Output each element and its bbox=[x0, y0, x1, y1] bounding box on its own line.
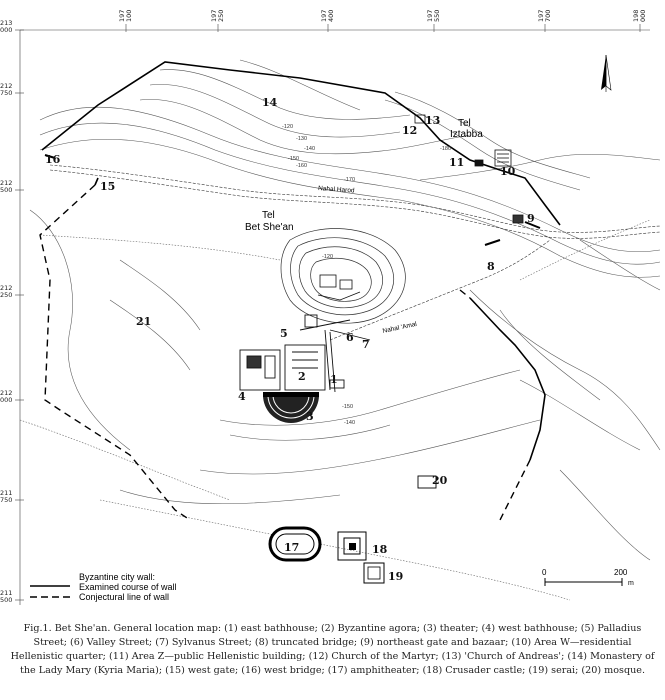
contour-label: -160 bbox=[296, 163, 308, 169]
tel-bet-shean-label-1: Tel bbox=[262, 210, 275, 221]
site-number-11: 11 bbox=[449, 156, 465, 169]
site-number-10: 10 bbox=[500, 165, 516, 178]
contour-label: -140 bbox=[304, 146, 316, 152]
coord-top-1: 197100 bbox=[118, 9, 133, 22]
nahal-amal-label: Nahal 'Amal bbox=[381, 320, 418, 335]
coord-left-5: 212 000 bbox=[0, 389, 13, 404]
acropolis-structures bbox=[318, 275, 360, 300]
map-frame bbox=[15, 24, 650, 605]
coord-left-4: 212 250 bbox=[0, 284, 13, 299]
site-number-18: 18 bbox=[372, 543, 388, 556]
serai bbox=[364, 563, 384, 583]
coordinate-labels-top bbox=[118, 10, 647, 22]
caption-text: Fig.1. Bet She'an. General location map: (1) east bathhouse; (2) Byzantine agora; (3) theater; (4) west bathhouse; (5) Palladius Street; (6) Valley Street; (7) Sylvanus Street; (8) truncated bridge; (9) northeast gate and bazaar; (10) Area W—residential Hellenistic quarter; (11) Area Z—public Hellenistic building; (12) Church of the Martyr; (13) 'Church of Andreas'; (14) Monastery of the Lady Mary (Kyria Maria); (15) west gate; (16) west bridge; (17) amphitheater; (18) Crusader castle; (19) serai; (20) mosque. bbox=[10, 623, 655, 676]
roads bbox=[20, 220, 650, 600]
contour-label: -170 bbox=[344, 177, 356, 183]
site-number-2: 2 bbox=[298, 370, 306, 383]
coordinate-labels bbox=[0, 19, 12, 604]
site-number-20: 20 bbox=[432, 474, 448, 487]
nahal-harod-stream bbox=[50, 165, 660, 238]
site-number-7: 7 bbox=[362, 338, 370, 351]
tel-bet-shean-label-2: Bet She'an bbox=[245, 222, 294, 233]
contour-label: -150 bbox=[342, 404, 354, 410]
site-number-8: 8 bbox=[487, 260, 495, 273]
site-number-6: 6 bbox=[346, 331, 354, 344]
contour-label: -150 bbox=[288, 156, 300, 162]
site-number-13: 13 bbox=[425, 114, 441, 127]
coord-top-5: 197700 bbox=[537, 9, 552, 22]
legend-examined-label: Examined course of wall bbox=[79, 582, 177, 592]
coord-left-3: 212 500 bbox=[0, 179, 13, 194]
tel-bet-shean-contours bbox=[281, 229, 405, 324]
tel-iztabba-label-2: Iztabba bbox=[450, 129, 483, 140]
legend-title: Byzantine city wall: bbox=[79, 572, 156, 582]
site-number-4: 4 bbox=[238, 390, 246, 403]
contour-label: -120 bbox=[282, 124, 294, 130]
crusader-castle bbox=[338, 532, 366, 560]
coord-left-6: 211 750 bbox=[0, 489, 13, 504]
coord-top-6: 198000 bbox=[632, 9, 647, 22]
north-arrow-icon bbox=[601, 55, 611, 92]
site-number-15: 15 bbox=[100, 180, 116, 193]
coord-top-3: 197400 bbox=[320, 9, 335, 22]
contour-label: -180 bbox=[440, 146, 452, 152]
nahal-amal-stream bbox=[330, 240, 550, 340]
site-number-14: 14 bbox=[262, 96, 278, 109]
site-number-3: 3 bbox=[306, 410, 314, 423]
contour-labels bbox=[282, 124, 451, 426]
site-number-19: 19 bbox=[388, 570, 404, 583]
contour-lines bbox=[30, 60, 660, 560]
site-number-17: 17 bbox=[284, 541, 300, 554]
tel-iztabba-label-1: Tel bbox=[458, 118, 471, 129]
nahal-harod-label: Nahal Harod bbox=[317, 185, 355, 195]
legend bbox=[30, 572, 177, 602]
coord-top-2: 197250 bbox=[210, 9, 225, 22]
scale-bar bbox=[542, 568, 634, 587]
figure-caption bbox=[10, 622, 655, 678]
coord-left-1: 213 000 bbox=[0, 19, 13, 34]
contour-label: -140 bbox=[344, 420, 356, 426]
coord-left-2: 212 750 bbox=[0, 82, 13, 97]
contour-label: -130 bbox=[296, 136, 308, 142]
site-number-9: 9 bbox=[527, 212, 535, 225]
legend-conjectural-label: Conjectural line of wall bbox=[79, 592, 170, 602]
site-number-21: 21 bbox=[136, 315, 152, 328]
site-number-16: 16 bbox=[45, 153, 61, 166]
site-number-12: 12 bbox=[402, 124, 418, 137]
coord-left-7: 211 500 bbox=[0, 589, 13, 604]
scale-end: 200 bbox=[614, 568, 628, 577]
site-numbers bbox=[45, 96, 535, 583]
scale-unit: m bbox=[628, 580, 634, 587]
scale-start: 0 bbox=[542, 568, 547, 577]
site-number-1: 1 bbox=[330, 373, 338, 386]
site-number-5: 5 bbox=[280, 327, 288, 340]
contour-label: -120 bbox=[322, 254, 334, 260]
coord-top-4: 197550 bbox=[426, 9, 441, 22]
